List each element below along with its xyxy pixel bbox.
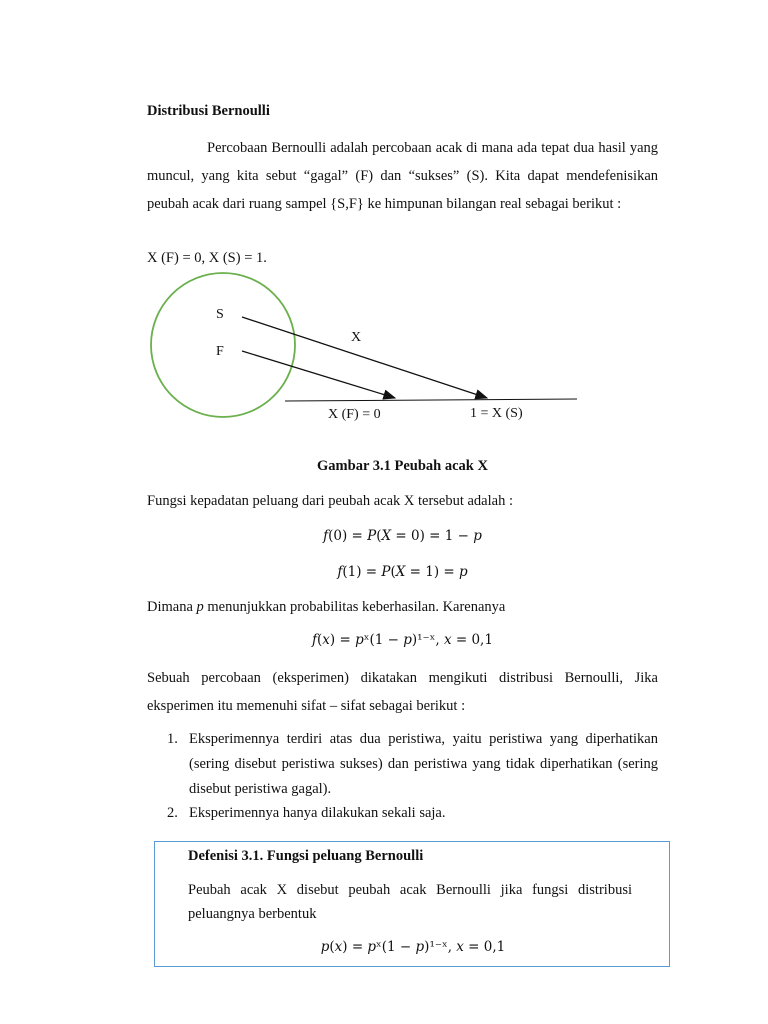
list-item-line: (sering disebut peristiwa gagal). [189, 756, 659, 797]
conditions-line-1: Sebuah percobaan (eksperimen) dikatakan mengikuti distribusi Bernoulli, Jika [147, 670, 658, 686]
list-item-text [189, 727, 658, 802]
list-item [167, 727, 658, 802]
where-var: p [196, 599, 204, 615]
list-item-line: (sering disebut peristiwa sukses) dan peristiwa yang tidak diperhatikan [189, 756, 613, 772]
figure-caption: Gambar 3.1 Peubah acak X [317, 458, 488, 474]
real-line [285, 399, 577, 401]
list-item [167, 801, 658, 826]
intro-line-3: mendefenisikan peubah acak dari ruang sampel {S,F} ke himpunan bilangan real [147, 168, 659, 212]
intro-line-4: sebagai berikut : [525, 196, 622, 212]
list-number: 1. [167, 731, 178, 747]
intro-line-1: Percobaan Bernoulli adalah percobaan acak di mana ada tepat dua hasil [207, 140, 626, 156]
equation-fx: 𝑓(𝑥) = 𝑝ˣ(1 − 𝑝)¹⁻ˣ, 𝑥 = 0,1 [312, 632, 493, 648]
section-heading: Distribusi Bernoulli [147, 103, 270, 119]
label-f: F [216, 344, 224, 359]
arrow-f [242, 351, 395, 398]
where-pre: Dimana [147, 599, 197, 615]
definition-equation: 𝑝(𝑥) = 𝑝ˣ(1 − 𝑝)¹⁻ˣ, 𝑥 = 0,1 [320, 939, 506, 955]
conditions-paragraph [147, 664, 658, 720]
list-number: 2. [167, 805, 178, 821]
label-xs: 1 = X (S) [470, 406, 523, 421]
arrow-s [242, 317, 487, 398]
label-xf: X (F) = 0 [328, 407, 381, 422]
equation-f0: 𝑓(0) = 𝑃(𝑋 = 0) = 1 − 𝑝 [323, 528, 482, 544]
where-post: menunjukkan probabilitas keberhasilan. Karenanya [203, 599, 506, 615]
where-text [147, 593, 658, 621]
list-item-text: Eksperimennya hanya dilakukan sekali saja. [189, 805, 446, 821]
conditions-line-2: eksperimen itu memenuhi sifat – sifat sebagai berikut : [147, 698, 466, 714]
list-item-line: Eksperimennya terdiri atas dua peristiwa, yaitu peristiwa yang diperhatikan [189, 731, 658, 747]
mapping-text: X (F) = 0, X (S) = 1. [147, 250, 267, 266]
label-x: X [351, 330, 362, 345]
intro-line-2: yang muncul, yang kita sebut “gagal” (F) dan “sukses” (S). Kita dapat [147, 140, 658, 184]
definition-text: Peubah acak X disebut peubah acak Bernoulli jika fungsi distribusi peluangnya berbentuk [188, 882, 632, 922]
equation-f1: 𝑓(1) = 𝑃(𝑋 = 1) = 𝑝 [337, 564, 468, 580]
label-s: S [216, 307, 224, 322]
definition-title: Defenisi 3.1. Fungsi peluang Bernoulli [188, 848, 424, 864]
definition-box [154, 841, 670, 967]
pdf-intro: Fungsi kepadatan peluang dari peubah acak X tersebut adalah : [147, 493, 513, 509]
